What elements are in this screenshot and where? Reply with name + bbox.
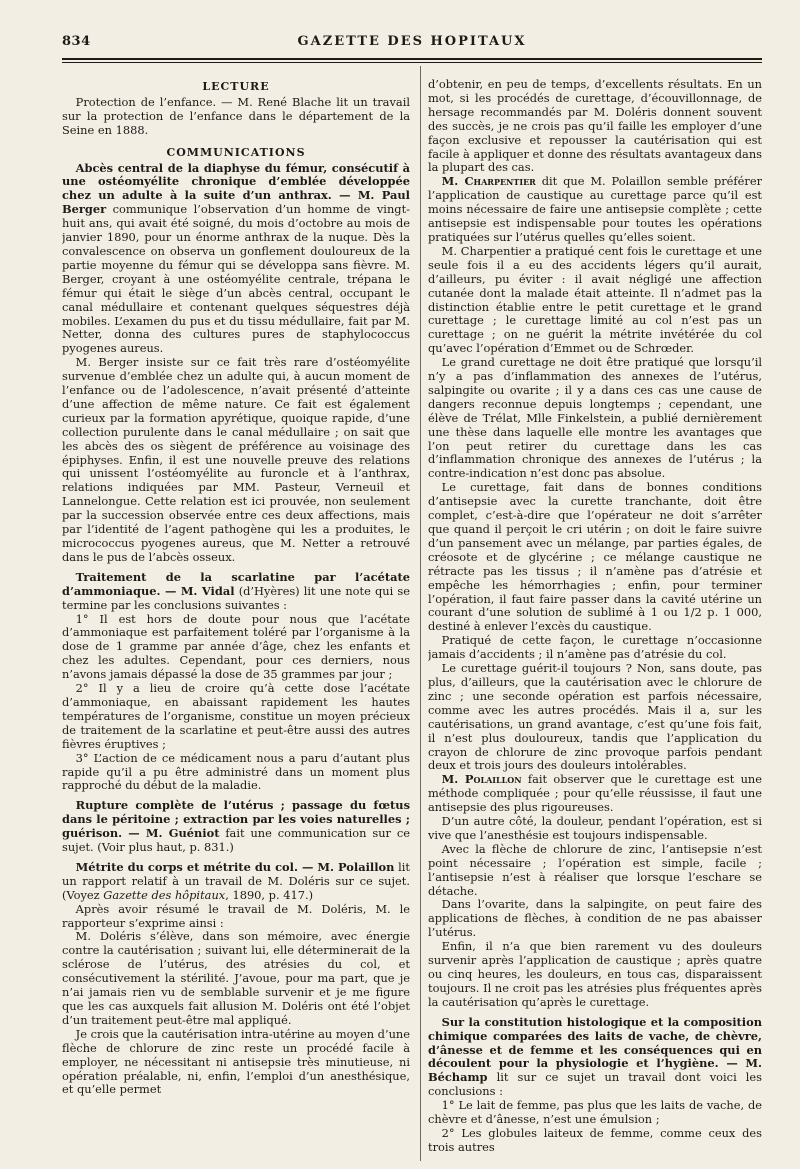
right-paragraph-8 (428, 773, 762, 815)
left-column (62, 78, 410, 1163)
communication-5-item-1: 1° Le lait de femme, pas plus que les laits de vache, de chèvre et d’ânesse, n’est une émulsion ; (428, 1098, 762, 1127)
right-paragraph-5: Le curettage, fait dans de bonnes conditions d’antisepsie avec la curette tranchante, doit être complet, c’est-à-dire que l’opérateur ne doit s’arrêter que quand il perçoit le cri utérin ; on doit le faire suivre d’un pansement avec un mélange, par parties égales, de créosote et de glycérine ; ce mélange caustique ne rétracte pas les tissus ; il n’amène pas d’atrésie et empêche les hémorrhagies ; enfin, pour terminer l’opération, il faut faire passer dans la cavité utérine un courant d’une solution de sublimé à 1 ou 1/2 p. 1 000, destiné à enlever l’excès du caustique. (428, 480, 762, 634)
header-rule-thick (62, 58, 762, 60)
communication-4-title: Métrite du corps et métrite du col. — M. Polaillon (75, 859, 395, 874)
communication-4-text-a: lit un rapport relatif à un travail de M. Doléris sur ce sujet. (Voyez (62, 859, 410, 902)
communication-1-paragraph-2: M. Berger insiste sur ce fait très rare d’ostéomyélite survenue d’emblée chez un adulte qui, à aucun moment de l’enfance ou de l’adolescence, n’avait présenté d’atteinte d’une affection de même nature. Ce fait est également curieux par la formation apyrétique, quoique rapide, d’une collection purulente dans le canal médullaire ; on sait que les abcès des os siègent de préférence au voisinage des épiphyses. Enfin, il est une nouvelle preuve des relations qui unissent l’ostéomyélite au furoncle et à l’anthrax, relations indiquées par MM. Pasteur, Verneuil et Lannelongue. Cette relation est ici prouvée, non seulement par la succession observée entre ces deux affections, mais par l’identité de l’agent pathogène qui les a produites, le micrococcus pyogenes aureus, que M. Netter a retrouvé dans le pus de l’abcès osseux. (62, 355, 410, 564)
communication-5-text: lit sur ce sujet un travail dont voici les conclusions : (428, 1070, 762, 1099)
communication-2-title: Traitement de la scarlatine par l’acétate d’ammoniaque. — M. Vidal (62, 569, 410, 598)
communication-2-text: (d’Hyères) lit une note qui se termine par les conclusions suivantes : (62, 583, 410, 612)
communication-4-reference: Gazette des hôpitaux (103, 887, 226, 902)
communication-1 (62, 162, 410, 357)
communication-4-paragraph-2: Après avoir résumé le travail de M. Doléris, M. le rapporteur s’exprime ainsi : (62, 901, 410, 930)
right-paragraph-2 (428, 175, 762, 245)
right-paragraph-11: Dans l’ovarite, dans la salpingite, on peut faire des applications de flèches, à condition de ne pas abaisser l’utérus. (428, 897, 762, 940)
communication-5-item-2: 2° Les globules laiteux de femme, comme ceux des trois autres (428, 1125, 762, 1154)
communication-2 (62, 571, 410, 613)
right-column (428, 78, 762, 1163)
right-paragraph-7: Le curettage guérit-il toujours ? Non, sans doute, pas plus, d’ailleurs, que la cautérisation avec le chlorure de zinc ; une seconde opération est parfois nécessaire, comme avec les autres procédés. Mais il a, sur les cautérisations, un grand avantage, c’est qu’une fois fait, il n’est plus douloureux, tandis que l’application du crayon de chlorure de zinc provoque parfois pendant deux et trois jours des douleurs intolérables. (428, 661, 762, 773)
right-paragraph-3: M. Charpentier a pratiqué cent fois le curettage et une seule fois il a eu des accidents légers qu’il aurait, d’ailleurs, pu éviter : il avait négligé une affection cutanée dont la malade était atteinte. Il n’admet pas la distinction établie entre le petit curettage et le grand curettage ; le curettage limité au col n’est pas un curettage ; on ne guérit la métrite invétérée du col qu’avec l’opération d’Emmet ou de Schrœder. (428, 243, 762, 356)
communication-2-item-3: 3° L’action de ce médicament nous a paru d’autant plus rapide qu’il a pu être administré dans un moment plus rapproché du début de la maladie. (62, 750, 410, 793)
lecture-paragraph: Protection de l’enfance. — M. René Blache lit un travail sur la protection de l’enfance dans le département de la Seine en 1888. (62, 94, 410, 137)
right-paragraph-2-text: dit que M. Polaillon semble préférer l’application de caustique au curettage parce qu’il est moins nécessaire de faire une antisepsie complète ; cette antisepsie est indispensable pour toutes les opérations pratiquées sur l’utérus quelles qu’elles soient. (428, 174, 762, 244)
communication-3-text: fait une communication sur ce sujet. (Voir plus haut, p. 831.) (62, 826, 410, 855)
right-paragraph-6: Pratiqué de cette façon, le curettage n’occasionne jamais d’accidents ; il n’amène pas d’atrésie du col. (428, 633, 762, 662)
page-header (62, 34, 762, 54)
right-paragraph-10: Avec la flèche de chlorure de zinc, l’antisepsie n’est point nécessaire ; l’opération est simple, facile ; l’antisepsie n’est à réaliser que lorsque l’eschare se détache. (428, 841, 762, 898)
communication-1-title: Abcès central de la diaphyse du fémur, consécutif à une ostéomyélite chronique d’emblée développée chez un adulte à la suite d’un anthrax. — M. Paul Berger (62, 160, 410, 217)
running-head: GAZETTE DES HOPITAUX (297, 34, 527, 49)
communication-2-item-2: 2° Il y a lieu de croire qu’à cette dose l’acétate d’ammoniaque, en abaissant rapidement les hautes températures de l’organisme, constitue un moyen précieux de traitement de la scarlatine et peut-être aussi des autres fièvres éruptives ; (62, 681, 410, 751)
communication-4-paragraph-4: Je crois que la cautérisation intra-utérine au moyen d’une flèche de chlorure de zinc reste un procédé facile à employer, ne nécessitant ni antisepsie très minutieuse, ni opération préalable, ni, enfin, l’emploi d’un anesthésique, et qu’elle permet (62, 1026, 410, 1097)
speaker-polaillon: M. Polaillon (441, 772, 522, 787)
right-paragraph-9: D’un autre côté, la douleur, pendant l’opération, est si vive que l’anesthésie est toujours indispensable. (428, 814, 762, 842)
right-paragraph-4: Le grand curettage ne doit être pratiqué que lorsqu’il n’y a pas d’inflammation des annexes de l’utérus, salpingite ou ovarite ; il y a dans ces cas une cause de dangers reconnue depuis longtemps ; cependant, une élève de Trélat, Mlle Finkelstein, a publié dernièrement une thèse dans laquelle elle montre les avantages que l’on peut retirer du curettage dans les cas d’inflammation chronique des annexes de l’utérus ; la contre-indication n’est donc pas absolue. (428, 355, 762, 481)
page-number: 834 (62, 34, 91, 49)
speaker-charpentier: M. Charpentier (441, 174, 536, 189)
column-divider (420, 66, 421, 1161)
communication-3 (62, 799, 410, 855)
communication-2-item-1: 1° Il est hors de doute pour nous que l’acétate d’ammoniaque est parfaitement toléré par l’organisme à la dose de 1 gramme par année d’âge, chez les enfants et chez les adultes. Cependant, pour ces derniers, nous n’avons jamais dépassé la dose de 35 grammes par jour ; (62, 611, 410, 682)
communication-5 (428, 1016, 762, 1099)
communication-1-text: communique l’observation d’un homme de vingt-huit ans, qui avait été soigné, du mois d’octobre au mois de janvier 1890, pour un énorme anthrax de la nuque. Dès la convalescence on observa un gonflement douloureux de la partie moyenne du fémur qui se développa sans fièvre. M. Berger, croyant à une ostéomyélite centrale, trépana le fémur qui était le siège d’un abcès central, occupant le canal médullaire et contenant quelques séquestres déjà mobiles. L’examen du pus et du tissu médullaire, fait par M. Netter, donna des cultures pures de staphylococcus pyogenes aureus. (62, 202, 410, 356)
header-rule-thin (62, 62, 762, 63)
communication-3-title: Rupture complète de l’utérus ; passage du fœtus dans le péritoine ; extraction par les voies naturelles ; guérison. — M. Guéniot (62, 798, 410, 841)
communication-5-title: Sur la constitution histologique et la composition chimique comparées des laits de vache, de chèvre, d’ânesse et de femme et les conséquences qui en découlent pour la physiologie et l’hygiène. — M. Béchamp (428, 1014, 762, 1085)
communication-4-text-b: , 1890, p. 417.) (225, 887, 314, 902)
communications-heading: COMMUNICATIONS (166, 145, 306, 159)
right-paragraph-1: d’obtenir, en peu de temps, d’excellents résultats. En un mot, si les procédés de curettage, d’écouvillonnage, de hersage recommandés par M. Doléris donnent souvent des succès, je ne crois pas qu’il faille les employer d’une façon exclusive et repousser la cautérisation qui est facile à appliquer et donne des résultats avantageux dans la plupart des cas. (428, 78, 762, 175)
lecture-heading: LECTURE (202, 80, 270, 93)
communication-4-paragraph-3: M. Doléris s’élève, dans son mémoire, avec énergie contre la cautérisation ; suivant lui, elle déterminerait de la sclérose de l’utérus, des atrésies du col, et consécutivement la stérilité. J’avoue, pour ma part, que je n’ai jamais rien vu de semblable survenir et je me figure que les cas auxquels fait allusion M. Doléris ont été l’objet d’un traitement peut-être mal appliqué. (62, 929, 410, 1027)
right-paragraph-12: Enfin, il n’a que bien rarement vu des douleurs survenir après l’application de caustique ; après quatre ou cinq heures, les douleurs, en tous cas, disparaissent toujours. Il ne croit pas les atrésies plus fréquentes après la cautérisation qu’après le curettage. (428, 939, 762, 1009)
communication-4 (62, 861, 410, 903)
right-paragraph-8-text: fait observer que le curettage est une méthode compliquée ; pour qu’elle réussisse, il faut une antisepsie des plus rigoureuses. (428, 772, 762, 815)
